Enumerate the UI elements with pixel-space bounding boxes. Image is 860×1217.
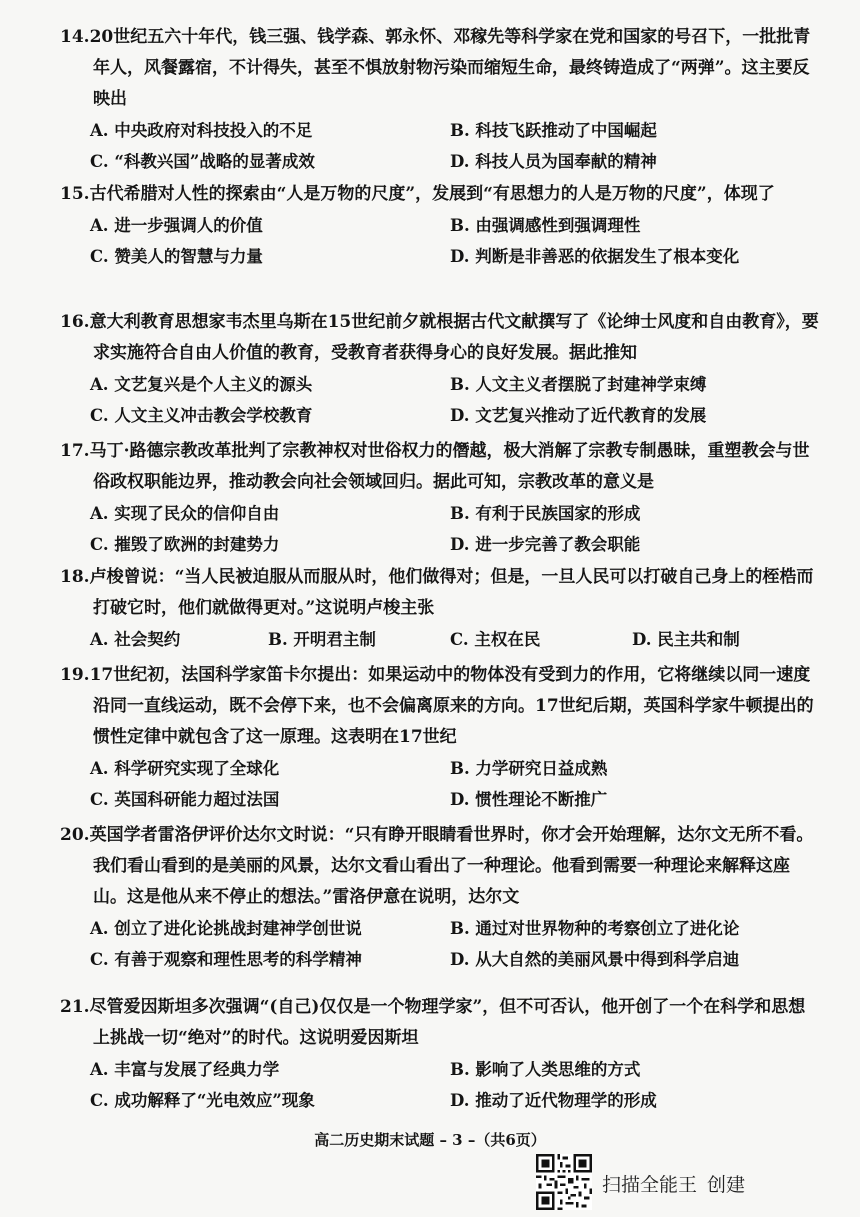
question-stem: 古代希腊对人性的探索由“人是万物的尺度”，发展到“有思想力的人是万物的尺度”，体现了 [89, 184, 775, 204]
option-a: A. 进一步强调人的价值 [90, 216, 263, 235]
question-number: 19. [60, 665, 90, 685]
options [90, 753, 820, 815]
question-18 [60, 562, 820, 655]
page-footer: 高二历史期末试题 – 3 –（共6页） [314, 1131, 546, 1149]
question-15 [60, 179, 820, 272]
option-c: C. 有善于观察和理性思考的科学精神 [90, 950, 362, 969]
option-a: A. 创立了进化论挑战封建神学创世说 [90, 919, 362, 938]
option-d: D. 判断是非善恶的依据发生了根本变化 [450, 247, 740, 266]
option-b: B. 有利于民族国家的形成 [450, 504, 641, 523]
question-number: 18. [60, 567, 90, 587]
option-b: B. 科技飞跃推动了中国崛起 [450, 121, 657, 140]
option-d: D. 推动了近代物理学的形成 [450, 1091, 657, 1110]
option-a: A. 社会契约 [90, 630, 181, 649]
option-c: C. 人文主义冲击教会学校教育 [90, 406, 313, 425]
question-number: 20. [60, 825, 90, 845]
option-a: A. 丰富与发展了经典力学 [90, 1060, 280, 1079]
option-a: A. 文艺复兴是个人主义的源头 [90, 375, 313, 394]
question-number: 16. [60, 312, 90, 332]
options [90, 1054, 820, 1116]
option-b: B. 开明君主制 [268, 630, 376, 649]
question-stem: 20世纪五六十年代，钱三强、钱学森、郭永怀、邓稼先等科学家在党和国家的号召下，一批批青年人，风餐露宿，不计得失，甚至不惧放射物污染而缩短生命，最终铸造成了“两弹”。这主要反映出 [89, 27, 811, 109]
question-stem: 英国学者雷洛伊评价达尔文时说：“只有睁开眼睛看世界时，你才会开始理解，达尔文无所不看。我们看山看到的是美丽的风景，达尔文看山看出了一种理论。他看到需要一种理论来解释这座山。这是他从来不停止的想法。”雷洛伊意在说明，达尔文 [89, 825, 814, 907]
options [90, 913, 820, 975]
option-c: C. “科教兴国”战略的显著成效 [90, 152, 315, 171]
question-20 [60, 820, 820, 975]
question-stem: 17世纪初，法国科学家笛卡尔提出：如果运动中的物体没有受到力的作用，它将继续以同一速度沿同一直线运动，既不会停下来，也不会偏离原来的方向。17世纪后期，英国科学家牛顿提出的惯性定律中就包含了这一原理。这表明在17世纪 [89, 665, 814, 747]
option-b: B. 影响了人类思维的方式 [450, 1060, 641, 1079]
question-16 [60, 307, 820, 431]
scanner-watermark [536, 1150, 836, 1210]
options [90, 624, 820, 655]
option-c: C. 成功解释了“光电效应”现象 [90, 1091, 315, 1110]
option-c: C. 赞美人的智慧与力量 [90, 247, 263, 266]
option-b: B. 人文主义者摆脱了封建神学束缚 [450, 375, 707, 394]
question-stem: 马丁·路德宗教改革批判了宗教神权对世俗权力的僭越，极大消解了宗教专制愚昧，重塑教会与世俗政权职能边界，推动教会向社会领域回归。据此可知，宗教改革的意义是 [89, 441, 810, 492]
question-21 [60, 992, 820, 1116]
option-a: A. 中央政府对科技投入的不足 [90, 121, 313, 140]
options [90, 498, 820, 560]
options [90, 369, 820, 431]
option-c: C. 主权在民 [450, 630, 541, 649]
question-number: 14. [60, 27, 90, 47]
scanner-action: 创建 [707, 1174, 746, 1196]
option-d: D. 惯性理论不断推广 [450, 790, 608, 809]
question-number: 17. [60, 441, 90, 461]
option-a: A. 科学研究实现了全球化 [90, 759, 280, 778]
option-d: D. 民主共和制 [632, 630, 740, 649]
question-14 [60, 22, 820, 177]
option-b: B. 通过对世界物种的考察创立了进化论 [450, 919, 740, 938]
options [90, 115, 820, 177]
scanner-app-name: 扫描全能王 [602, 1174, 698, 1196]
question-stem: 尽管爱因斯坦多次强调“(自己)仅仅是一个物理学家”，但不可否认，他开创了一个在科学和思想上挑战一切“绝对”的时代。这说明爱因斯坦 [89, 997, 806, 1048]
option-d: D. 进一步完善了教会职能 [450, 535, 641, 554]
option-b: B. 由强调感性到强调理性 [450, 216, 641, 235]
question-19 [60, 660, 820, 815]
options [90, 210, 820, 272]
option-d: D. 文艺复兴推动了近代教育的发展 [450, 406, 707, 425]
option-c: C. 英国科研能力超过法国 [90, 790, 280, 809]
question-number: 15. [60, 184, 90, 204]
option-b: B. 力学研究日益成熟 [450, 759, 608, 778]
option-a: A. 实现了民众的信仰自由 [90, 504, 280, 523]
question-stem: 意大利教育思想家韦杰里乌斯在15世纪前夕就根据古代文献撰写了《论绅士风度和自由教育》，要求实施符合自由人价值的教育，受教育者获得身心的良好发展。据此推知 [89, 312, 819, 363]
question-stem: 卢梭曾说：“当人民被迫服从而服从时，他们做得对；但是，一旦人民可以打破自己身上的桎梏而打破它时，他们就做得更对。”这说明卢梭主张 [89, 567, 814, 618]
option-c: C. 摧毁了欧洲的封建势力 [90, 535, 280, 554]
option-d: D. 科技人员为国奉献的精神 [450, 152, 657, 171]
option-d: D. 从大自然的美丽风景中得到科学启迪 [450, 950, 740, 969]
question-17 [60, 436, 820, 560]
question-number: 21. [60, 997, 90, 1017]
qr-code-icon [536, 1154, 592, 1210]
